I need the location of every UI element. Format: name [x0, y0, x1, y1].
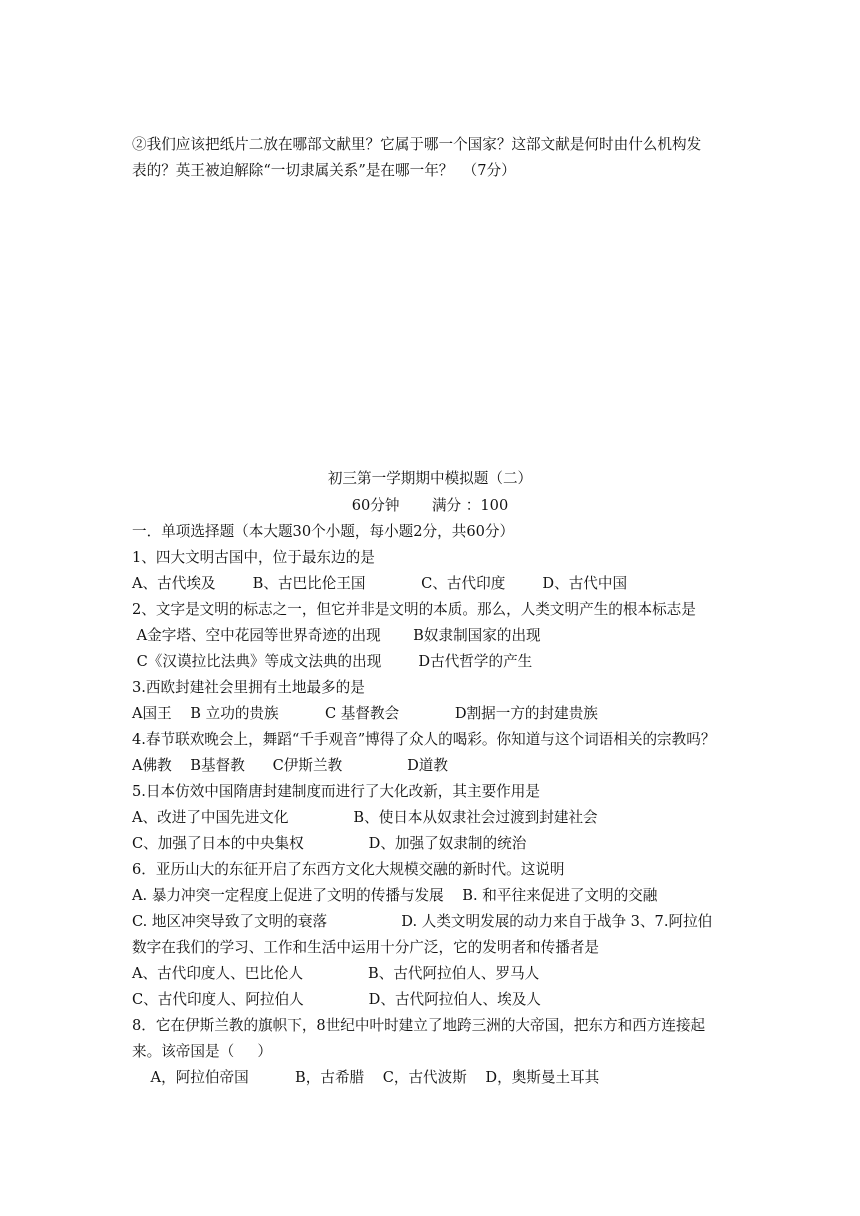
question-line: 数字在我们的学习、工作和生活中运用十分广泛，它的发明者和传播者是 — [132, 939, 600, 956]
question-line: 3.西欧封建社会里拥有土地最多的是 — [132, 679, 365, 696]
option-line: A、古代埃及 B、古巴比伦王国 C、古代印度 D、古代中国 — [132, 575, 628, 592]
option-line: A金字塔、空中花园等世界奇迹的出现 B奴隶制国家的出现 — [132, 627, 541, 644]
option-line: A、古代印度人、巴比伦人 B、古代阿拉伯人、罗马人 — [132, 965, 540, 982]
option-line: C、加强了日本的中央集权 D、加强了奴隶制的统治 — [132, 835, 527, 852]
option-line: A佛教 B基督教 C伊斯兰教 D道教 — [132, 757, 448, 774]
question-line: 1、四大文明古国中，位于最东边的是 — [132, 549, 375, 566]
exam-title: 初三第一学期期中模拟题（二） — [327, 470, 533, 487]
option-line: A. 暴力冲突一定程度上促进了文明的传播与发展 B. 和平往来促进了文明的交融 — [132, 887, 658, 904]
option-line: C《汉谟拉比法典》等成文法典的出现 D古代哲学的产生 — [132, 653, 533, 670]
section-heading: 一．单项选择题（本大题30个小题，每小题2分，共60分） — [132, 523, 515, 540]
question-line: 来。该帝国是（ ） — [132, 1043, 272, 1060]
question-line: 5.日本仿效中国隋唐封建制度而进行了大化改新，其主要作用是 — [132, 783, 540, 800]
question-line: 2、文字是文明的标志之一，但它并非是文明的本质。那么，人类文明产生的根本标志是 — [132, 601, 696, 618]
option-line: A、改进了中国先进文化 B、使日本从奴隶社会过渡到封建社会 — [132, 809, 598, 826]
option-line: C. 地区冲突导致了文明的衰落 D. 人类文明发展的动力来自于战争 3、7.阿拉伯 — [132, 913, 713, 930]
question-line: 8．它在伊斯兰教的旗帜下，8世纪中叶时建立了地跨三洲的大帝国，把东方和西方连接起 — [132, 1017, 706, 1034]
option-line: A，阿拉伯帝国 B，古希腊 C，古代波斯 D，奥斯曼土耳其 — [132, 1069, 600, 1086]
option-line: A国王 B 立功的贵族 C 基督教会 D割据一方的封建贵族 — [132, 705, 598, 722]
question-line: 4.春节联欢晚会上，舞蹈“千手观音”博得了众人的喝彩。你知道与这个词语相关的宗教吗？ — [132, 731, 716, 748]
question-text-line: 表的？英王被迫解除“一切隶属关系”是在哪一年？ （7分） — [132, 162, 516, 179]
question-line: 6．亚历山大的东征开启了东西方文化大规模交融的新时代。这说明 — [132, 861, 565, 878]
question-text-line: ②我们应该把纸片二放在哪部文献里？它属于哪一个国家？这部文献是何时由什么机构发 — [132, 136, 702, 153]
exam-meta: 60分钟 满分 ：100 — [351, 497, 509, 514]
option-line: C、古代印度人、阿拉伯人 D、古代阿拉伯人、埃及人 — [132, 991, 541, 1008]
